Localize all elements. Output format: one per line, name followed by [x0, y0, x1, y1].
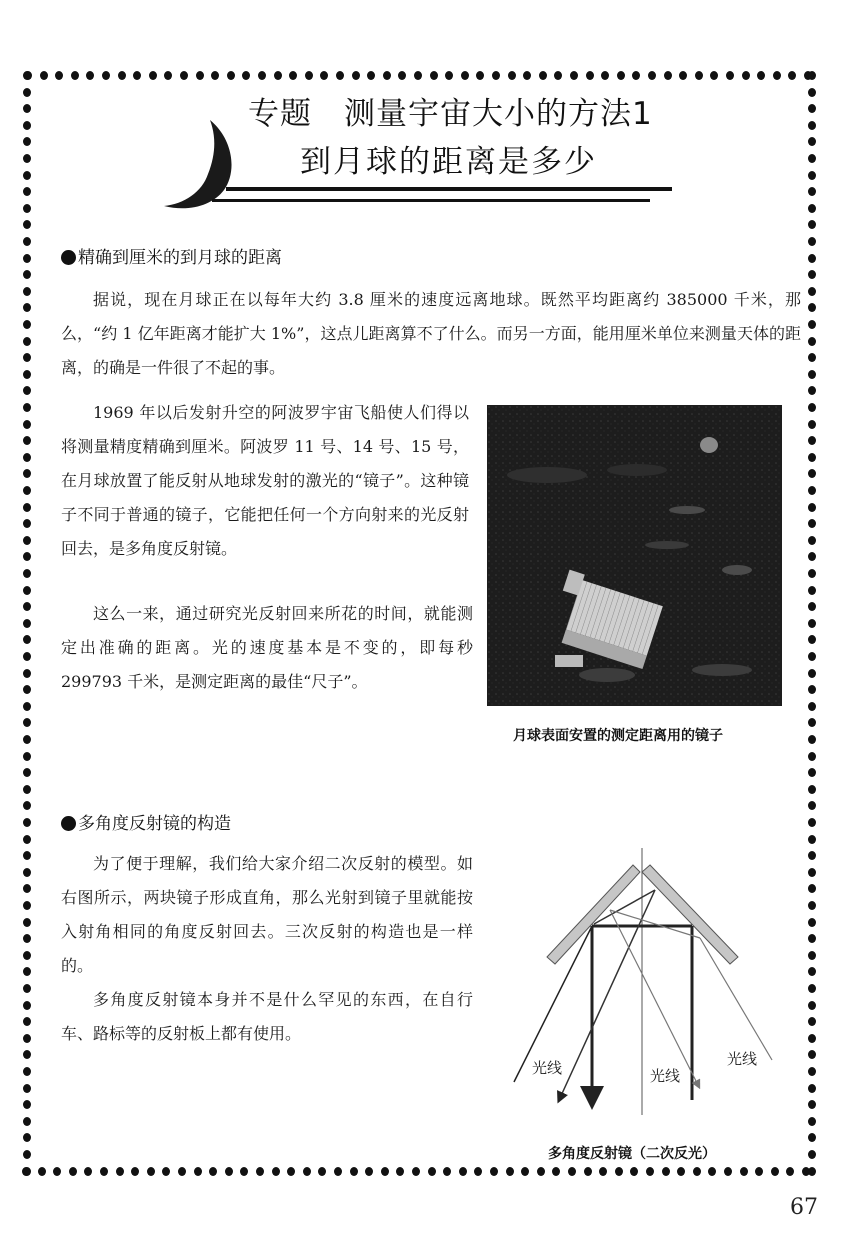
border-dot: [808, 503, 816, 512]
border-dot: [808, 220, 816, 229]
border-dot: [23, 818, 31, 827]
border-dot: [662, 1167, 670, 1176]
border-dot: [490, 1167, 498, 1176]
border-dot: [808, 702, 816, 711]
border-dot: [808, 918, 816, 927]
border-dot: [808, 469, 816, 478]
border-dot: [428, 1167, 436, 1176]
border-dot: [23, 1067, 31, 1076]
border-dot: [180, 71, 188, 80]
paragraph-text: 据说，现在月球正在以每年大约 3.8 厘米的速度远离地球。既然平均距离约 385000 千米，那么，“约 1 亿年距离才能扩大 1%”，这点儿距离算不了什么。而另一方面，能用厘米单位来测量天体的距离，的确是一件很了不起的事。: [61, 290, 801, 377]
border-dot: [367, 71, 375, 80]
border-dot: [23, 951, 31, 960]
border-dot: [476, 71, 484, 80]
border-dot: [23, 270, 31, 279]
border-dot: [788, 71, 796, 80]
section2-paragraph-2: [61, 983, 473, 1051]
border-dot: [808, 337, 816, 346]
border-dot: [808, 187, 816, 196]
dotted-border-top: [24, 71, 820, 81]
border-dot: [23, 287, 31, 296]
page-subtitle: 到月球的距离是多少: [300, 144, 597, 180]
border-dot: [808, 1117, 816, 1126]
border-dot: [23, 104, 31, 113]
border-dot: [23, 901, 31, 910]
border-dot: [461, 71, 469, 80]
border-dot: [808, 851, 816, 860]
border-dot: [116, 1167, 124, 1176]
border-dot: [808, 254, 816, 263]
border-dot: [318, 1167, 326, 1176]
border-dot: [808, 602, 816, 611]
border-dot: [23, 204, 31, 213]
border-dot: [23, 420, 31, 429]
border-dot: [808, 171, 816, 180]
border-dot: [808, 785, 816, 794]
border-dot: [23, 619, 31, 628]
border-dot: [23, 652, 31, 661]
border-dot: [334, 1167, 342, 1176]
border-dot: [552, 1167, 560, 1176]
border-dot: [23, 220, 31, 229]
border-dot: [808, 801, 816, 810]
section-heading-2: [61, 809, 231, 834]
border-dot: [149, 71, 157, 80]
border-dot: [506, 1167, 514, 1176]
border-dot: [274, 71, 282, 80]
border-dot: [23, 237, 31, 246]
border-dot: [23, 1001, 31, 1010]
border-dot: [178, 1167, 186, 1176]
header-rule-long: [226, 187, 672, 191]
border-dot: [808, 453, 816, 462]
border-dot: [808, 552, 816, 561]
border-dot: [23, 967, 31, 976]
border-dot: [679, 71, 687, 80]
border-dot: [430, 71, 438, 80]
border-dot: [808, 386, 816, 395]
border-dot: [23, 586, 31, 595]
border-dot: [808, 353, 816, 362]
ray-label-middle: 光线: [650, 1067, 681, 1085]
border-dot: [808, 154, 816, 163]
border-dot: [272, 1167, 280, 1176]
border-dot: [412, 1167, 420, 1176]
ray-label-right: 光线: [727, 1050, 758, 1068]
border-dot: [646, 1167, 654, 1176]
border-dot: [23, 154, 31, 163]
border-dot: [808, 486, 816, 495]
border-dot: [365, 1167, 373, 1176]
diagram-caption: 多角度反射镜（二次反光）: [548, 1146, 716, 1162]
border-dot: [23, 884, 31, 893]
border-dot: [570, 71, 578, 80]
border-dot: [23, 1117, 31, 1126]
border-dot: [100, 1167, 108, 1176]
border-dot: [23, 685, 31, 694]
border-dot: [23, 1100, 31, 1109]
border-dot: [303, 1167, 311, 1176]
border-dot: [23, 353, 31, 362]
border-dot: [164, 71, 172, 80]
border-dot: [69, 1167, 77, 1176]
border-dot: [808, 403, 816, 412]
border-dot: [808, 619, 816, 628]
paragraph-text: 为了便于理解，我们给大家介绍二次反射的模型。如右图所示，两块镜子形成直角，那么光射到镜子里就能按入射角相同的角度反射回去。三次反射的构造也是一样的。: [61, 854, 473, 975]
border-dot: [336, 71, 344, 80]
page-number: 67: [790, 1195, 818, 1220]
border-dot: [23, 735, 31, 744]
photo-caption: 月球表面安置的测定距离用的镜子: [513, 728, 723, 744]
border-dot: [40, 71, 48, 80]
border-dot: [23, 303, 31, 312]
border-dot: [808, 436, 816, 445]
border-dot: [808, 270, 816, 279]
border-dot: [23, 918, 31, 927]
border-dot: [808, 752, 816, 761]
border-dot: [23, 1084, 31, 1093]
border-dot: [23, 486, 31, 495]
border-dot: [808, 536, 816, 545]
border-dot: [808, 1050, 816, 1059]
border-dot: [808, 204, 816, 213]
border-dot: [23, 137, 31, 146]
border-dot: [808, 287, 816, 296]
border-dot: [695, 71, 703, 80]
border-dot: [808, 320, 816, 329]
border-dot: [808, 237, 816, 246]
border-dot: [615, 1167, 623, 1176]
section1-paragraph-2: [61, 396, 469, 566]
border-dot: [808, 121, 816, 130]
border-dot: [225, 1167, 233, 1176]
border-dot: [740, 1167, 748, 1176]
border-dot: [71, 71, 79, 80]
paragraph-text: 这么一来，通过研究光反射回来所花的时间，就能测定出准确的距离。光的速度基本是不变的，即每秒 299793 千米，是测定距离的最佳“尺子”。: [61, 604, 473, 691]
border-dot: [23, 868, 31, 877]
border-dot: [23, 768, 31, 777]
border-dot: [742, 71, 750, 80]
border-dot: [23, 370, 31, 379]
border-dot: [23, 801, 31, 810]
border-dot: [23, 386, 31, 395]
border-dot: [808, 586, 816, 595]
border-dot: [492, 71, 500, 80]
border-dot: [305, 71, 313, 80]
border-dot: [102, 71, 110, 80]
border-dot: [23, 1017, 31, 1026]
border-dot: [23, 1167, 31, 1176]
border-dot: [23, 569, 31, 578]
border-dot: [601, 71, 609, 80]
border-dot: [808, 884, 816, 893]
border-dot: [414, 71, 422, 80]
border-dot: [726, 71, 734, 80]
border-dot: [23, 254, 31, 263]
border-dot: [808, 1034, 816, 1043]
border-dot: [474, 1167, 482, 1176]
border-dot: [398, 71, 406, 80]
border-dot: [584, 1167, 592, 1176]
border-dot: [808, 951, 816, 960]
border-dot: [808, 1133, 816, 1142]
border-dot: [84, 1167, 92, 1176]
border-dot: [23, 669, 31, 678]
border-dot: [23, 536, 31, 545]
border-dot: [53, 1167, 61, 1176]
border-dot: [194, 1167, 202, 1176]
border-dot: [23, 1133, 31, 1142]
paragraph-text: 多角度反射镜本身并不是什么罕见的东西，在自行车、路标等的反射板上都有使用。: [61, 990, 473, 1043]
corner-reflector-diagram: [500, 830, 800, 1125]
border-dot: [808, 420, 816, 429]
bullet-icon: [61, 250, 76, 265]
border-dot: [118, 71, 126, 80]
border-dot: [131, 1167, 139, 1176]
border-dot: [459, 1167, 467, 1176]
border-dot: [23, 1034, 31, 1043]
border-dot: [23, 469, 31, 478]
border-dot: [677, 1167, 685, 1176]
border-dot: [808, 652, 816, 661]
border-dot: [617, 71, 625, 80]
section2-paragraph-1: [61, 847, 473, 983]
border-dot: [23, 702, 31, 711]
border-dot: [630, 1167, 638, 1176]
border-dot: [808, 685, 816, 694]
border-dot: [757, 71, 765, 80]
border-dot: [648, 71, 656, 80]
border-dot: [808, 868, 816, 877]
border-dot: [443, 1167, 451, 1176]
border-dot: [383, 71, 391, 80]
border-dot: [23, 320, 31, 329]
section-heading-1-text: 精确到厘米的到月球的距离: [78, 248, 282, 268]
border-dot: [23, 519, 31, 528]
border-dot: [808, 303, 816, 312]
section1-paragraph-1: [61, 283, 801, 385]
border-dot: [808, 934, 816, 943]
border-dot: [539, 71, 547, 80]
border-dot: [23, 1050, 31, 1059]
border-dot: [586, 71, 594, 80]
border-dot: [23, 718, 31, 727]
border-dot: [786, 1167, 794, 1176]
border-dot: [23, 635, 31, 644]
border-dot: [808, 370, 816, 379]
border-dot: [808, 669, 816, 678]
border-dot: [196, 71, 204, 80]
border-dot: [808, 1067, 816, 1076]
border-dot: [227, 71, 235, 80]
border-dot: [23, 337, 31, 346]
border-dot: [808, 768, 816, 777]
border-dot: [23, 602, 31, 611]
border-dot: [287, 1167, 295, 1176]
border-dot: [23, 187, 31, 196]
border-dot: [352, 71, 360, 80]
dotted-border-left: [23, 71, 33, 1176]
border-dot: [209, 1167, 217, 1176]
border-dot: [23, 171, 31, 180]
border-dot: [523, 71, 531, 80]
border-dot: [256, 1167, 264, 1176]
border-dot: [147, 1167, 155, 1176]
border-dot: [23, 835, 31, 844]
border-dot: [240, 1167, 248, 1176]
border-dot: [242, 71, 250, 80]
border-dot: [23, 552, 31, 561]
border-dot: [808, 735, 816, 744]
border-dot: [808, 835, 816, 844]
border-dot: [808, 901, 816, 910]
border-dot: [23, 436, 31, 445]
border-dot: [289, 71, 297, 80]
border-dot: [808, 569, 816, 578]
moon-reflector-photo: [487, 405, 782, 706]
border-dot: [808, 635, 816, 644]
border-dot: [320, 71, 328, 80]
dotted-border-right: [808, 71, 818, 1176]
border-dot: [23, 121, 31, 130]
border-dot: [773, 71, 781, 80]
border-dot: [508, 71, 516, 80]
page-title: 专题 测量宇宙大小的方法1: [248, 96, 653, 132]
border-dot: [808, 104, 816, 113]
border-dot: [445, 71, 453, 80]
ray-label-left: 光线: [532, 1059, 563, 1077]
border-dot: [808, 1017, 816, 1026]
border-dot: [708, 1167, 716, 1176]
border-dot: [23, 851, 31, 860]
border-dot: [808, 967, 816, 976]
border-dot: [632, 71, 640, 80]
border-dot: [808, 137, 816, 146]
border-dot: [350, 1167, 358, 1176]
mirror-right: [642, 865, 738, 964]
border-dot: [23, 785, 31, 794]
border-dot: [808, 1001, 816, 1010]
border-dot: [211, 71, 219, 80]
border-dot: [808, 1084, 816, 1093]
border-dot: [808, 1167, 816, 1176]
border-dot: [23, 503, 31, 512]
border-dot: [724, 1167, 732, 1176]
border-dot: [162, 1167, 170, 1176]
crescent-moon-icon: [158, 118, 240, 210]
border-dot: [258, 71, 266, 80]
border-dot: [554, 71, 562, 80]
border-dot: [23, 403, 31, 412]
border-dot: [808, 71, 816, 80]
border-dot: [808, 1150, 816, 1159]
border-dot: [693, 1167, 701, 1176]
section1-paragraph-3: [61, 597, 473, 699]
border-dot: [23, 752, 31, 761]
border-dot: [808, 984, 816, 993]
border-dot: [23, 88, 31, 97]
border-dot: [808, 519, 816, 528]
header-rule-short: [212, 199, 650, 202]
border-dot: [755, 1167, 763, 1176]
border-dot: [23, 934, 31, 943]
border-dot: [381, 1167, 389, 1176]
border-dot: [537, 1167, 545, 1176]
border-dot: [808, 1100, 816, 1109]
border-dot: [23, 1150, 31, 1159]
dotted-border-bottom: [22, 1167, 818, 1177]
border-dot: [599, 1167, 607, 1176]
border-dot: [710, 71, 718, 80]
border-dot: [521, 1167, 529, 1176]
border-dot: [808, 718, 816, 727]
border-dot: [133, 71, 141, 80]
border-dot: [23, 453, 31, 462]
border-dot: [771, 1167, 779, 1176]
border-dot: [23, 71, 31, 80]
border-dot: [55, 71, 63, 80]
border-dot: [86, 71, 94, 80]
bullet-icon: [61, 816, 76, 831]
border-dot: [808, 88, 816, 97]
paragraph-text: 1969 年以后发射升空的阿波罗宇宙飞船使人们得以将测量精度精确到厘米。阿波罗 11 号、14 号、15 号，在月球放置了能反射从地球发射的激光的“镜子”。这种镜子不同于普通的镜子，它能把任何一个方向射来的光反射回去，是多角度反射镜。: [61, 403, 469, 558]
border-dot: [23, 984, 31, 993]
section-heading-1: [61, 243, 282, 268]
border-dot: [664, 71, 672, 80]
border-dot: [568, 1167, 576, 1176]
border-dot: [808, 818, 816, 827]
border-dot: [38, 1167, 46, 1176]
border-dot: [396, 1167, 404, 1176]
section-heading-2-text: 多角度反射镜的构造: [78, 814, 231, 834]
